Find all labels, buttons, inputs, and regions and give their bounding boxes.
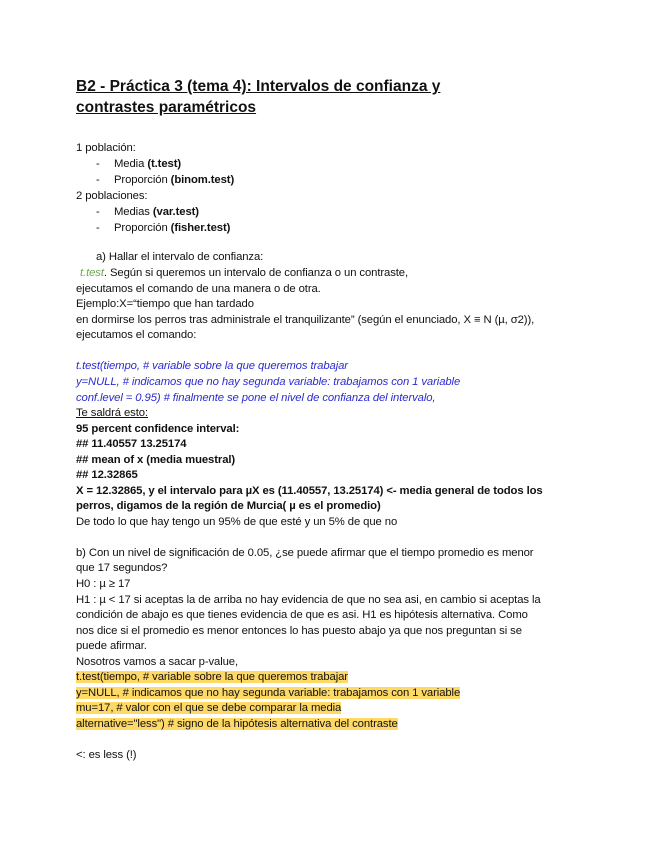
list-item: - Media (t.test) xyxy=(96,158,182,170)
code-line: t.test(tiempo, # variable sobre la que queremos trabajar xyxy=(76,671,348,683)
output-line: X = 12.32865, y el intervalo para µX es (11.40557, 13.25174) <- media general de todos los xyxy=(76,485,543,497)
h1-line: puede afirmar. xyxy=(76,640,147,652)
list-item: - Medias (var.test) xyxy=(96,206,199,218)
title-line-1: B2 - Práctica 3 (tema 4): Intervalos de confianza y xyxy=(76,78,441,95)
pop2-heading: 2 poblaciones: xyxy=(76,190,148,202)
section-a-heading: a) Hallar el intervalo de confianza: xyxy=(96,251,264,263)
output-line: 95 percent confidence interval: xyxy=(76,423,240,435)
h1-line: nos dice si el promedio es menor entonces lo has puesto abajo ya que nos preguntan si se xyxy=(76,625,522,637)
section-a-line: en dormirse los perros tras administrale el tranquilizante” (según el enunciado, X ≡ N (µ, σ2)), xyxy=(76,314,535,326)
h1-line: condición de abajo es que tienes evidencia de que es asi. H1 es hipótesis alternativa. Como xyxy=(76,609,528,621)
section-b-question: que 17 segundos? xyxy=(76,562,168,574)
list-item: - Proporción (fisher.test) xyxy=(96,222,231,234)
pop1-heading: 1 población: xyxy=(76,142,136,154)
output-line: ## mean of x (media muestral) xyxy=(76,454,236,466)
list-item: - Proporción (binom.test) xyxy=(96,174,235,186)
output-line: ## 11.40557 13.25174 xyxy=(76,438,187,450)
title-line-2: contrastes paramétricos xyxy=(76,99,257,116)
note-line: <: es less (!) xyxy=(76,749,137,761)
code-line: y=NULL, # indicamos que no hay segunda variable: trabajamos con 1 variable xyxy=(76,687,461,699)
output-label: Te saldrá esto: xyxy=(76,407,148,419)
h0-line: H0 : µ ≥ 17 xyxy=(76,578,131,590)
output-line: ## 12.32865 xyxy=(76,469,138,481)
section-a-line: ejecutamos el comando de una manera o de otra. xyxy=(76,283,321,295)
code-line: t.test(tiempo, # variable sobre la que queremos trabajar xyxy=(76,360,348,372)
code-line: y=NULL, # indicamos que no hay segunda variable: trabajamos con 1 variable xyxy=(76,376,461,388)
pvalue-intro: Nosotros vamos a sacar p-value, xyxy=(76,656,239,668)
page-title xyxy=(76,76,596,118)
code-line: alternative="less") # signo de la hipótesis alternativa del contraste xyxy=(76,718,398,730)
conclusion-line: De todo lo que hay tengo un 95% de que esté y un 5% de que no xyxy=(76,516,398,528)
section-a-line: ejecutamos el comando: xyxy=(76,329,197,341)
section-a-line: t.test. Según si queremos un intervalo de confianza o un contraste, xyxy=(80,267,409,279)
section-b-question: b) Con un nivel de significación de 0.05, ¿se puede afirmar que el tiempo promedio es menor xyxy=(76,547,534,559)
code-line: mu=17, # valor con el que se debe comparar la media xyxy=(76,702,342,714)
section-a-line: Ejemplo:X=“tiempo que han tardado xyxy=(76,298,254,310)
code-line: conf.level = 0.95) # finalmente se pone el nivel de confianza del intervalo, xyxy=(76,392,436,404)
h1-line: H1 : µ < 17 si aceptas la de arriba no hay evidencia de que no sea asi, en cambio si aceptas la xyxy=(76,594,541,606)
output-line: perros, digamos de la región de Murcia( µ es el promedio) xyxy=(76,500,381,512)
ttest-link: t.test xyxy=(80,267,104,279)
